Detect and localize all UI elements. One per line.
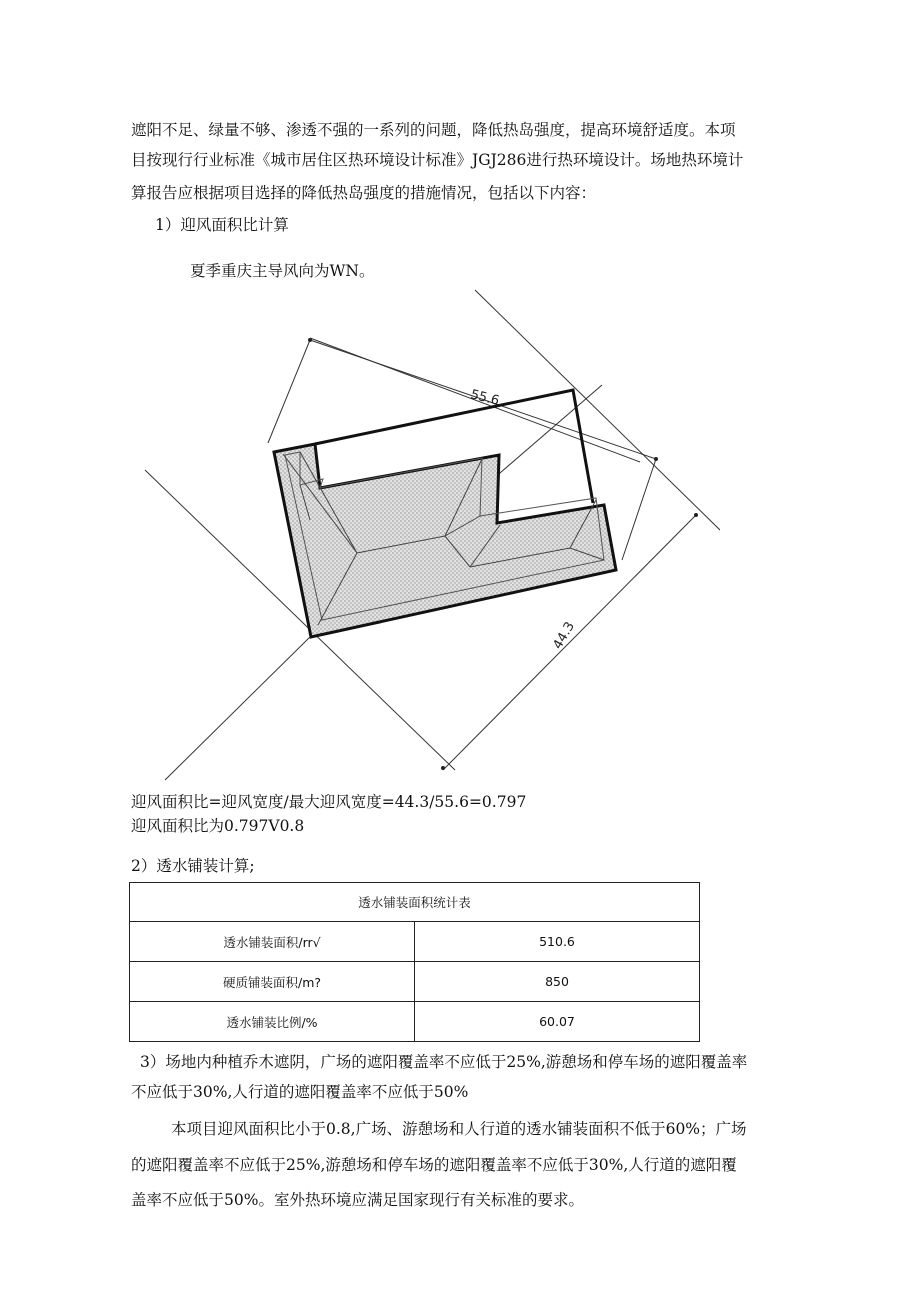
table-cell-label: 透水铺装比例/% [130, 1002, 415, 1042]
building-roof [274, 444, 616, 637]
paragraph-line: 不应低于30%,人行道的遮阳覆盖率不应低于50% [131, 1083, 469, 1101]
paragraph-line: 目按现行行业标准《城市居住区热环境设计标准》JGJ286进行热环境设计。场地热环境计 [131, 151, 744, 169]
formula-line: 迎风面积比=迎风宽度/最大迎风宽度=44.3/55.6=0.797 [131, 793, 527, 811]
table-caption: 透水铺装面积统计表 [130, 883, 700, 922]
table-cell-label: 硬质铺装面积/m? [130, 962, 415, 1002]
permeable-paving-table [129, 882, 700, 1042]
wind-line [475, 290, 720, 530]
paragraph-line: 3）场地内种植乔木遮阴，广场的遮阳覆盖率不应低于25%,游憩场和停车场的遮阳覆盖率 [140, 1053, 748, 1071]
formula-line: 迎风面积比为0.797V0.8 [131, 817, 305, 835]
table-cell-value: 60.07 [415, 1002, 700, 1042]
section-heading-2: 2）透水铺装计算; [131, 857, 255, 875]
wind-line [165, 635, 312, 780]
table-cell-value: 850 [415, 962, 700, 1002]
table-row [130, 962, 700, 1002]
table-row [130, 1002, 700, 1042]
dimension-line [268, 340, 310, 443]
table-cell-value: 510.6 [415, 922, 700, 962]
dimension-label-length: 44.3 [550, 619, 578, 652]
dimension-tick [441, 766, 445, 770]
site-plan-diagram [140, 285, 720, 785]
dimension-label-width: 55.6 [469, 387, 501, 409]
paragraph-line: 的遮阳覆盖率不应低于25%,游憩场和停车场的遮阳覆盖率不应低于30%,人行道的遮阳覆 [131, 1156, 737, 1174]
table-cell-label: 透水铺装面积∕rr√ [130, 922, 415, 962]
paragraph-line: 盖率不应低于50%。室外热环境应满足国家现行有关标准的要求。 [131, 1191, 584, 1209]
section-heading-1: 1）迎风面积比计算 [155, 216, 289, 234]
dimension-line [622, 459, 656, 560]
dimension-tick [694, 513, 698, 517]
dimension-tick [654, 457, 658, 461]
wind-direction-text: 夏季重庆主导风向为WN。 [190, 262, 375, 280]
paragraph-line: 算报告应根据项目选择的降低热岛强度的措施情况，包括以下内容： [131, 184, 597, 202]
table-row [130, 922, 700, 962]
dimension-tick [308, 338, 312, 342]
paragraph-line: 遮阳不足、绿量不够、渗透不强的一系列的问题，降低热岛强度，提高环境舒适度。本项 [131, 121, 736, 139]
paragraph-line: 本项目迎风面积比小于0.8,广场、游憩场和人行道的透水铺装面积不低于60%；广场 [171, 1120, 747, 1138]
